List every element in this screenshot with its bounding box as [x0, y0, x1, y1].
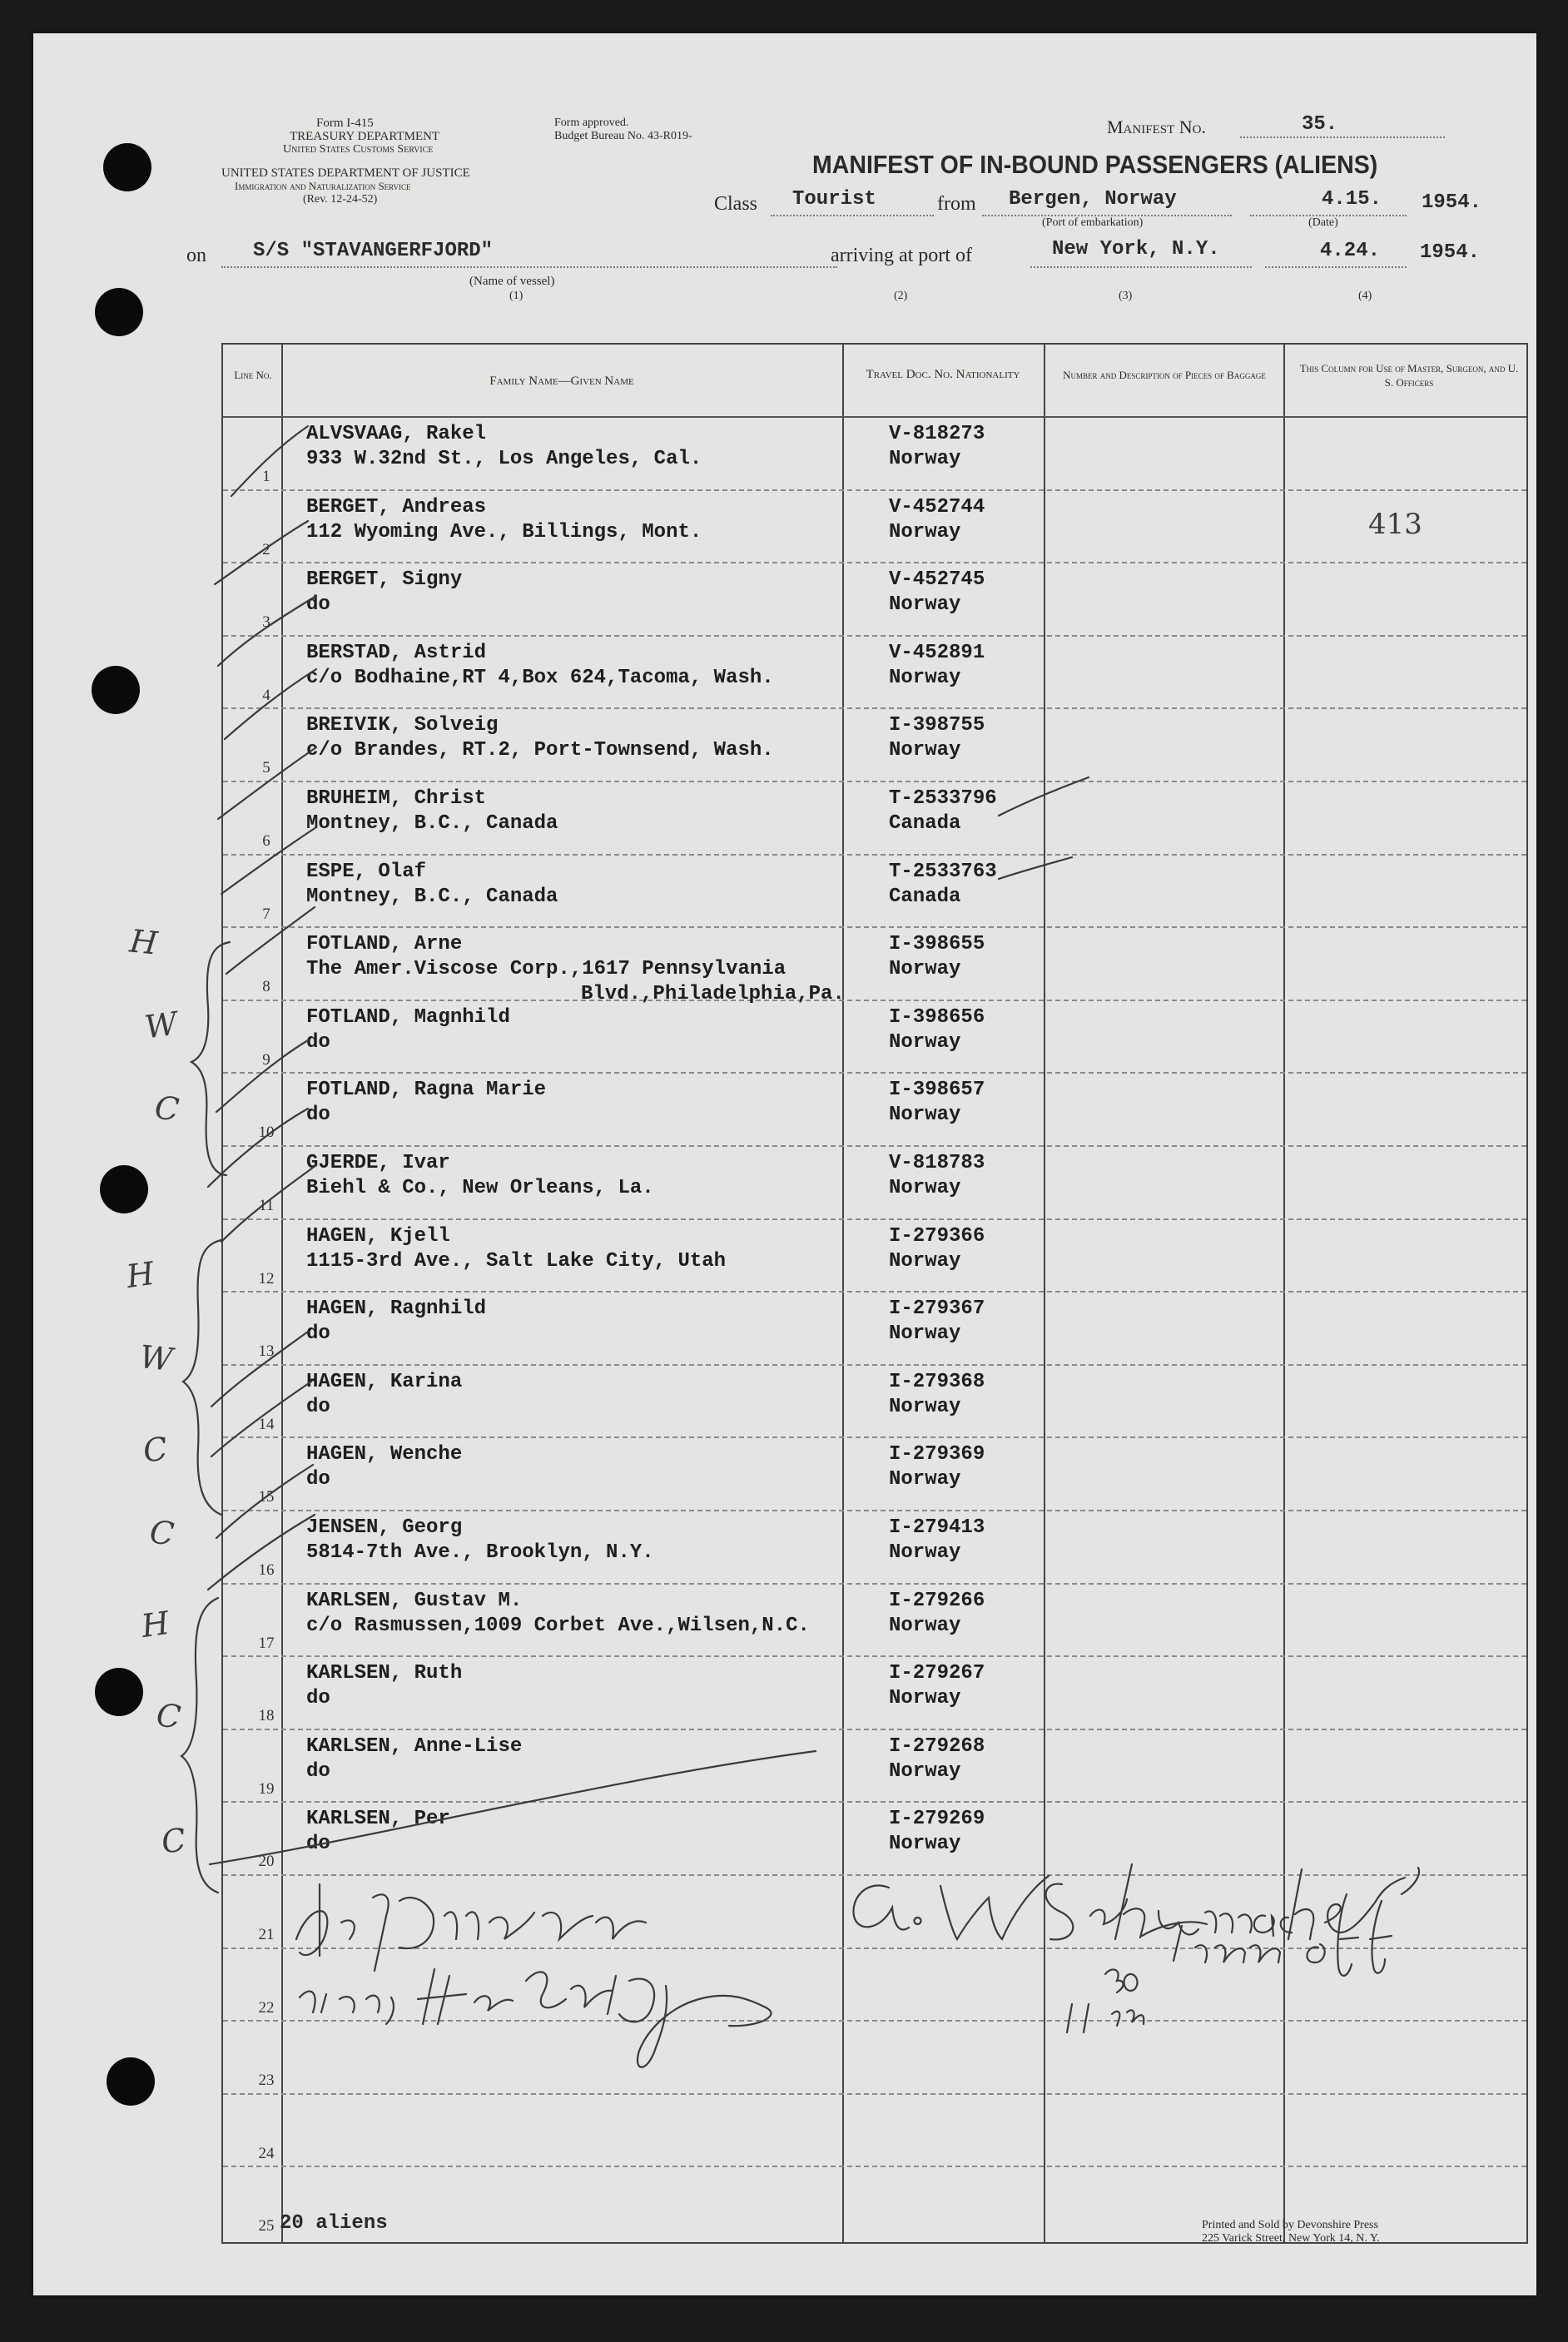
- passenger-address: Biehl & Co., New Orleans, La.: [306, 1177, 654, 1199]
- nationality: Norway: [889, 1687, 961, 1710]
- time-mark: [1067, 2004, 1089, 2032]
- passenger-address: c/o Brandes, RT.2, Port-Townsend, Wash.: [306, 739, 774, 762]
- line-number: 18: [258, 1707, 275, 1725]
- line-number: 10: [258, 1124, 275, 1142]
- nationality: Norway: [889, 1104, 961, 1127]
- check-mark: [215, 521, 308, 584]
- passenger-name: ESPE, Olaf: [306, 860, 427, 883]
- signature: [300, 1969, 771, 2067]
- passenger-name: GJERDE, Ivar: [306, 1152, 450, 1174]
- line-number: 14: [258, 1415, 275, 1433]
- printer-line-1: Printed and Sold by Devonshire Press: [1202, 2219, 1378, 2231]
- nationality: Norway: [889, 1249, 961, 1273]
- passenger-name: KARLSEN, Per: [306, 1808, 450, 1831]
- department-of-justice: UNITED STATES DEPARTMENT OF JUSTICE: [221, 166, 470, 180]
- margin-letter: C: [147, 1513, 176, 1553]
- passenger-address: The Amer.Viscose Corp.,1617 Pennsylvania: [306, 958, 786, 981]
- bracket-mark: [183, 1240, 221, 1515]
- line-number: 19: [258, 1779, 275, 1798]
- form-approved: Form approved.: [554, 117, 629, 129]
- check-mark: [208, 1515, 315, 1590]
- passenger-address: Montney, B.C., Canada: [306, 812, 558, 835]
- line-number: 15: [258, 1488, 275, 1506]
- travel-doc-number: T-2533796: [889, 787, 997, 810]
- passenger-address: Montney, B.C., Canada: [306, 885, 558, 908]
- line-number: 12: [258, 1269, 275, 1288]
- customs-service: United States Customs Service: [283, 143, 434, 156]
- vessel-caption: (Name of vessel): [469, 275, 555, 288]
- nationality: Norway: [889, 448, 961, 470]
- nationality: Norway: [889, 666, 961, 689]
- nationality: Norway: [889, 593, 961, 617]
- passenger-name: FOTLAND, Magnhild: [306, 1005, 510, 1029]
- line-number: 25: [258, 2217, 275, 2235]
- passenger-name: HAGEN, Karina: [306, 1370, 463, 1393]
- manifest-no-label: Manifest No.: [1107, 117, 1206, 137]
- line-number: 13: [258, 1342, 275, 1361]
- passenger-name: BERGET, Andreas: [306, 495, 487, 519]
- passenger-name: FOTLAND, Arne: [306, 933, 463, 956]
- line-number: 23: [258, 2072, 275, 2090]
- travel-doc-number: V-452744: [889, 495, 985, 519]
- travel-doc-number: I-398657: [889, 1079, 985, 1102]
- passenger-name: BRUHEIM, Christ: [306, 787, 487, 810]
- passenger-name: BERGET, Signy: [306, 568, 463, 592]
- line-number: 3: [262, 613, 270, 632]
- nationality: Norway: [889, 958, 961, 981]
- passenger-address: do: [306, 1687, 330, 1710]
- nationality: Canada: [889, 885, 961, 908]
- check-mark: [218, 596, 316, 666]
- header-line-no: Line No.: [234, 369, 272, 381]
- arrival-port: New York, N.Y.: [1052, 238, 1220, 260]
- passenger-address: do: [306, 1833, 330, 1856]
- port-of-embarkation: Bergen, Norway: [1009, 188, 1177, 211]
- line-number: 7: [262, 905, 270, 923]
- nationality: Norway: [889, 1322, 961, 1346]
- check-mark: [225, 669, 316, 739]
- on-label: on: [186, 245, 206, 266]
- travel-doc-number: I-398755: [889, 714, 985, 737]
- line-number: 4: [262, 686, 270, 704]
- vessel-name: S/S "STAVANGERFJORD": [253, 240, 494, 262]
- line-number: 20: [258, 1853, 275, 1871]
- margin-letter: C: [154, 1696, 183, 1736]
- departure-date: 4.15.: [1322, 188, 1382, 211]
- line-number: 11: [258, 1197, 275, 1214]
- departure-year: 1954.: [1422, 191, 1482, 214]
- form-revision: (Rev. 12-24-52): [303, 193, 378, 206]
- nationality: Norway: [889, 1177, 961, 1199]
- check-mark: [211, 1332, 308, 1407]
- class-label: Class: [714, 193, 758, 215]
- port-embarkation-caption: (Port of embarkation): [1042, 216, 1144, 229]
- nationality: Norway: [889, 520, 961, 543]
- from-label: from: [937, 193, 976, 215]
- nationality: Norway: [889, 739, 961, 762]
- line-number: 1: [262, 468, 270, 485]
- line-number: 2: [262, 540, 270, 558]
- class-value: Tourist: [792, 188, 876, 211]
- travel-doc-number: I-279267: [889, 1662, 985, 1685]
- travel-doc-number: I-279366: [889, 1224, 985, 1248]
- immigration-service: Immigration and Naturalization Service: [235, 180, 411, 192]
- time-mark: [1112, 2010, 1144, 2026]
- passenger-address: do: [306, 1104, 330, 1127]
- manifest-no-value: 35.: [1302, 113, 1338, 136]
- line-number: 22: [258, 1998, 275, 2017]
- nationality: Norway: [889, 1030, 961, 1054]
- check-mark: [218, 747, 316, 819]
- officer-number: 413: [1368, 508, 1422, 541]
- passenger-name: HAGEN, Wenche: [306, 1443, 463, 1466]
- passenger-address: do: [306, 1322, 330, 1346]
- line-number: 8: [262, 978, 270, 996]
- signature: [296, 1894, 646, 1971]
- travel-doc-number: I-398656: [889, 1005, 985, 1029]
- bracket-mark: [191, 942, 230, 1175]
- travel-doc-number: I-398655: [889, 933, 985, 956]
- check-mark: [216, 1040, 308, 1112]
- passenger-name: HAGEN, Ragnhild: [306, 1298, 487, 1321]
- margin-letter: C: [152, 1089, 181, 1129]
- travel-doc-number: I-279266: [889, 1589, 985, 1612]
- travel-doc-number: I-279369: [889, 1443, 985, 1466]
- column-3-number: (3): [1119, 290, 1133, 302]
- check-mark: [221, 827, 316, 894]
- budget-bureau: Budget Bureau No. 43-R019-: [554, 130, 692, 142]
- signature: [853, 1864, 1405, 1939]
- travel-doc-number: V-452891: [889, 641, 985, 664]
- passenger-address: c/o Rasmussen,1009 Corbet Ave.,Wilsen,N.C.: [306, 1614, 810, 1637]
- arrival-date: 4.24.: [1320, 240, 1381, 262]
- check-mark: [210, 1751, 816, 1864]
- header-name: Family Name—Given Name: [489, 375, 634, 388]
- nationality: Norway: [889, 1468, 961, 1491]
- passenger-name: HAGEN, Kjell: [306, 1224, 450, 1248]
- passenger-name: KARLSEN, Anne-Lise: [306, 1734, 523, 1758]
- handwritten-marks: [33, 33, 1536, 2295]
- manifest-title: MANIFEST OF IN-BOUND PASSENGERS (ALIENS): [812, 150, 1378, 179]
- passenger-name: BREIVIK, Solveig: [306, 714, 499, 737]
- margin-letter: W: [142, 1005, 180, 1046]
- header-baggage: Number and Description of Pieces of Baggage: [1063, 369, 1266, 381]
- check-mark: [226, 907, 315, 974]
- form-number: Form I-415: [316, 117, 374, 130]
- time-mark: [1105, 1969, 1138, 1992]
- passenger-name: KARLSEN, Ruth: [306, 1662, 463, 1685]
- arriving-label: arriving at port of: [831, 245, 972, 266]
- column-1-number: (1): [509, 290, 523, 302]
- travel-doc-number: V-452745: [889, 568, 985, 592]
- passenger-address: c/o Bodhaine,RT 4,Box 624,Tacoma, Wash.: [306, 666, 774, 689]
- passenger-address: do: [306, 1030, 330, 1054]
- treasury-department: TREASURY DEPARTMENT: [290, 130, 440, 143]
- travel-doc-number: V-818783: [889, 1152, 985, 1174]
- line-number: 9: [262, 1050, 270, 1069]
- arrival-year: 1954.: [1420, 241, 1481, 264]
- check-mark: [999, 857, 1072, 879]
- travel-doc-number: V-818273: [889, 423, 985, 445]
- line-number: 5: [262, 759, 270, 777]
- travel-doc-number: I-279269: [889, 1808, 985, 1831]
- passenger-address: do: [306, 593, 330, 617]
- check-mark: [221, 1165, 316, 1242]
- column-4-number: (4): [1358, 290, 1372, 302]
- check-mark: [999, 777, 1089, 816]
- margin-letter: C: [141, 1430, 170, 1470]
- manifest-page: [33, 33, 1536, 2295]
- travel-doc-number: I-279268: [889, 1734, 985, 1758]
- nationality: Norway: [889, 1614, 961, 1637]
- margin-letter: H: [139, 1604, 172, 1645]
- line-number: 21: [258, 1926, 275, 1943]
- passenger-address: 1115-3rd Ave., Salt Lake City, Utah: [306, 1249, 727, 1273]
- nationality: Norway: [889, 1541, 961, 1564]
- printer-line-2: 225 Varick Street, New York 14, N. Y.: [1202, 2232, 1380, 2245]
- check-mark: [231, 426, 308, 496]
- total-aliens: 20 aliens: [280, 2212, 388, 2235]
- check-mark: [216, 1465, 313, 1538]
- travel-doc-number: I-279368: [889, 1370, 985, 1393]
- line-number: 17: [258, 1634, 275, 1652]
- header-officers: This Column for Use of Master, Surgeon, and U. S. Officers: [1299, 362, 1519, 389]
- passenger-address: do: [306, 1395, 330, 1418]
- date-caption: (Date): [1308, 216, 1338, 229]
- passenger-name: JENSEN, Georg: [306, 1516, 463, 1539]
- column-2-number: (2): [894, 290, 908, 302]
- passenger-address: 5814-7th Ave., Brooklyn, N.Y.: [306, 1541, 654, 1564]
- header-travel-doc: Travel Doc. No. Nationality: [866, 368, 1020, 381]
- nationality: Norway: [889, 1395, 961, 1418]
- travel-doc-number: T-2533763: [889, 860, 997, 883]
- line-number: 6: [262, 832, 270, 850]
- nationality: Canada: [889, 812, 961, 835]
- passenger-address-continued: Blvd.,Philadelphia,Pa.: [581, 983, 845, 1006]
- margin-letter: H: [127, 922, 160, 962]
- margin-letter: H: [124, 1254, 157, 1296]
- nationality: Norway: [889, 1759, 961, 1783]
- passenger-name: BERSTAD, Astrid: [306, 641, 487, 664]
- nationality: Norway: [889, 1833, 961, 1856]
- passenger-address: do: [306, 1759, 330, 1783]
- travel-doc-number: I-279413: [889, 1516, 985, 1539]
- passenger-name: ALVSVAAG, Rakel: [306, 423, 487, 445]
- passenger-name: KARLSEN, Gustav M.: [306, 1589, 523, 1612]
- margin-letter: W: [137, 1338, 175, 1378]
- passenger-address: do: [306, 1468, 330, 1491]
- passenger-name: FOTLAND, Ragna Marie: [306, 1079, 547, 1102]
- line-number: 16: [258, 1561, 275, 1579]
- travel-doc-number: I-279367: [889, 1298, 985, 1321]
- passenger-address: 112 Wyoming Ave., Billings, Mont.: [306, 520, 702, 543]
- margin-letter: C: [159, 1821, 188, 1861]
- line-number: 24: [258, 2144, 275, 2162]
- passenger-address: 933 W.32nd St., Los Angeles, Cal.: [306, 448, 702, 470]
